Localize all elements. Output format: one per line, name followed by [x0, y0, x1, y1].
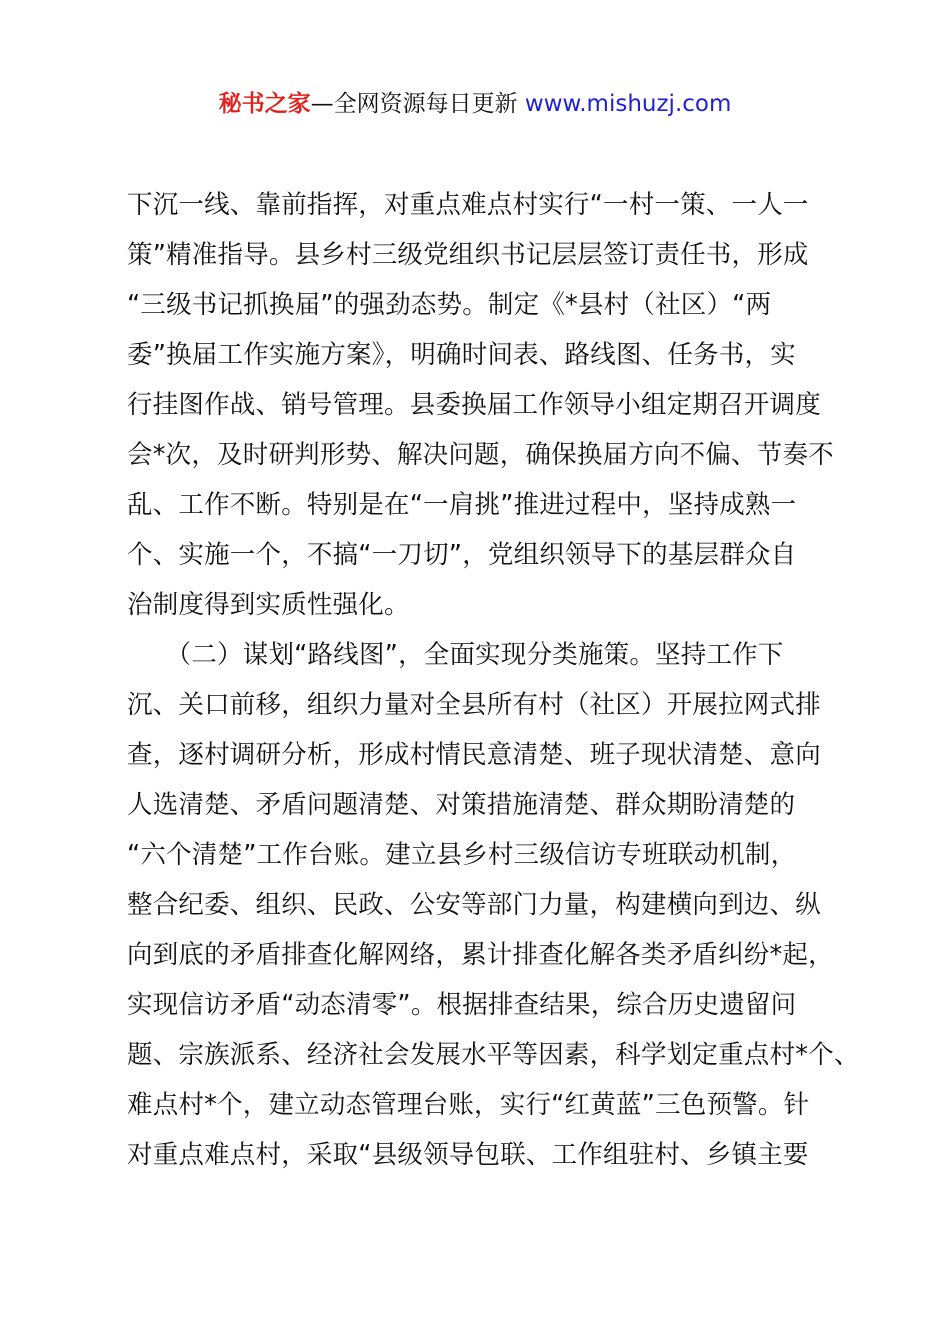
- body-line: 乱、工作不断。特别是在“一肩挑”推进过程中，坚持成熟一: [127, 490, 797, 520]
- body-line: 个、实施一个，不搞“一刀切”，党组织领导下的基层群众自: [127, 540, 797, 570]
- body-line: 委”换届工作实施方案》，明确时间表、路线图、任务书，实: [127, 340, 796, 370]
- body-line: “三级书记抓换届”的强劲态势。制定《*县村（社区）“两: [127, 290, 772, 320]
- body-line: 会*次，及时研判形势、解决问题，确保换届方向不偏、节奏不: [127, 440, 834, 470]
- header-tagline: —全网资源每日更新: [310, 91, 525, 117]
- body-line: 题、宗族派系、经济社会发展水平等因素，科学划定重点村*个、: [127, 1040, 860, 1070]
- body-line: 对重点难点村，采取“县级领导包联、工作组驻村、乡镇主要: [127, 1140, 809, 1170]
- body-line: 整合纪委、组织、民政、公安等部门力量，构建横向到边、纵: [127, 890, 821, 920]
- body-line: “六个清楚”工作台账。建立县乡村三级信访专班联动机制，: [127, 840, 797, 870]
- body-line: 查，逐村调研分析，形成村情民意清楚、班子现状清楚、意向: [127, 740, 821, 770]
- body-line: 难点村*个，建立动态管理台账，实行“红黄蓝”三色预警。针: [127, 1090, 810, 1120]
- body-line: 行挂图作战、销号管理。县委换届工作领导小组定期召开调度: [127, 390, 821, 420]
- body-line: 沉、关口前移，组织力量对全县所有村（社区）开展拉网式排: [127, 690, 821, 720]
- document-body: [127, 180, 860, 1180]
- header-url-link[interactable]: www.mishuzj.com: [524, 91, 732, 117]
- body-line: 向到底的矛盾排查化解网络，累计排查化解各类矛盾纠纷*起，: [127, 940, 834, 970]
- body-line: 实现信访矛盾“动态清零”。根据排查结果，综合历史遗留问: [127, 990, 797, 1020]
- body-line: 人选清楚、矛盾问题清楚、对策措施清楚、群众期盼清楚的: [127, 790, 796, 820]
- body-line: 下沉一线、靠前指挥，对重点难点村实行“一村一策、一人一: [127, 190, 809, 220]
- body-line: 治制度得到实质性强化。: [127, 590, 410, 620]
- body-line: （二）谋划“路线图”，全面实现分类施策。坚持工作下: [127, 640, 784, 670]
- brand-name: 秘书之家: [218, 91, 311, 117]
- page-header: [0, 86, 950, 122]
- body-line: 策”精准指导。县乡村三级党组织书记层层签订责任书，形成: [127, 240, 809, 270]
